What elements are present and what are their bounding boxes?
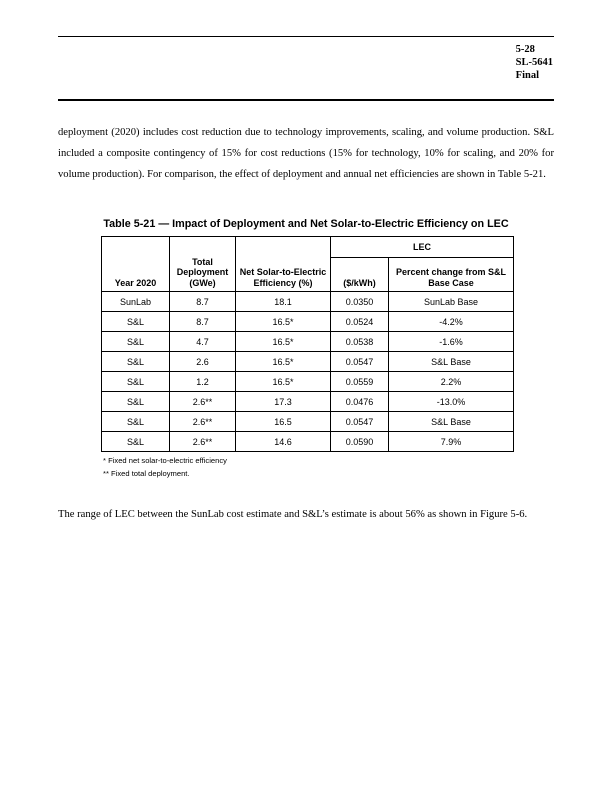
cell-year: S&L — [102, 332, 170, 352]
header-lec-change: Percent change from S&L Base Case — [389, 258, 514, 292]
table-row — [102, 332, 514, 352]
lec-table — [101, 236, 514, 452]
cell-lec-cost: 0.0476 — [331, 392, 389, 412]
cell-deployment: 1.2 — [170, 372, 236, 392]
cell-efficiency: 16.5* — [236, 372, 331, 392]
table-footnotes — [103, 455, 227, 480]
cell-year: S&L — [102, 352, 170, 372]
cell-lec-cost: 0.0547 — [331, 352, 389, 372]
cell-lec-change: S&L Base — [389, 412, 514, 432]
cell-lec-cost: 0.0350 — [331, 292, 389, 312]
header-lec-cost: ($/kWh) — [331, 258, 389, 292]
page-header — [516, 43, 553, 82]
cell-year: S&L — [102, 372, 170, 392]
header-deployment: Total Deployment (GWe) — [170, 237, 236, 292]
table-body — [102, 292, 514, 452]
cell-lec-cost: 0.0547 — [331, 412, 389, 432]
cell-deployment: 2.6** — [170, 392, 236, 412]
cell-efficiency: 16.5 — [236, 412, 331, 432]
cell-lec-change: -4.2% — [389, 312, 514, 332]
cell-deployment: 2.6** — [170, 412, 236, 432]
cell-year: SunLab — [102, 292, 170, 312]
cell-lec-change: SunLab Base — [389, 292, 514, 312]
cell-deployment: 8.7 — [170, 292, 236, 312]
cell-lec-change: S&L Base — [389, 352, 514, 372]
cell-efficiency: 17.3 — [236, 392, 331, 412]
page-number: 5-28 — [515, 44, 535, 55]
document-status: Final — [515, 70, 539, 81]
cell-efficiency: 18.1 — [236, 292, 331, 312]
document-id: SL-5641 — [515, 57, 553, 68]
footnote-deployment: ** Fixed total deployment. — [103, 468, 190, 478]
table-title: Table 5-21 — Impact of Deployment and Net Solar-to-Electric Efficiency on LEC — [103, 218, 509, 230]
header-bottom-rule — [58, 99, 554, 101]
footnote-efficiency: * Fixed net solar-to-electric efficiency — [103, 456, 227, 465]
cell-year: S&L — [102, 392, 170, 412]
cell-lec-change: -13.0% — [389, 392, 514, 412]
cell-year: S&L — [102, 432, 170, 452]
body-paragraph: deployment (2020) includes cost reduction due to technology improvements, scaling, and volume production. S&L included a composite contingency of 15% for cost reductions (15% for technology, 10% for scaling, and 20% for volume production). For comparison, the effect of deployment and annual net efficiencies are shown in Table 5-21. — [58, 127, 554, 180]
cell-year: S&L — [102, 312, 170, 332]
cell-deployment: 8.7 — [170, 312, 236, 332]
table-row — [102, 372, 514, 392]
table-row — [102, 392, 514, 412]
header-efficiency: Net Solar-to-Electric Efficiency (%) — [236, 237, 331, 292]
cell-lec-cost: 0.0559 — [331, 372, 389, 392]
table-row — [102, 312, 514, 332]
table-row — [102, 412, 514, 432]
cell-lec-change: 7.9% — [389, 432, 514, 452]
cell-efficiency: 14.6 — [236, 432, 331, 452]
header-year: Year 2020 — [102, 237, 170, 292]
cell-lec-cost: 0.0538 — [331, 332, 389, 352]
cell-lec-change: -1.6% — [389, 332, 514, 352]
cell-efficiency: 16.5* — [236, 332, 331, 352]
cell-deployment: 2.6 — [170, 352, 236, 372]
header-top-rule — [58, 36, 554, 37]
cell-lec-change: 2.2% — [389, 372, 514, 392]
cell-deployment: 2.6** — [170, 432, 236, 452]
cell-lec-cost: 0.0524 — [331, 312, 389, 332]
cell-year: S&L — [102, 412, 170, 432]
closing-paragraph: The range of LEC between the SunLab cost estimate and S&L’s estimate is about 56% as shown in Figure 5-6. — [58, 509, 528, 520]
table-row — [102, 352, 514, 372]
cell-efficiency: 16.5* — [236, 352, 331, 372]
table-row — [102, 432, 514, 452]
table-row — [102, 292, 514, 312]
cell-deployment: 4.7 — [170, 332, 236, 352]
header-lec-group: LEC — [331, 237, 514, 258]
cell-efficiency: 16.5* — [236, 312, 331, 332]
cell-lec-cost: 0.0590 — [331, 432, 389, 452]
